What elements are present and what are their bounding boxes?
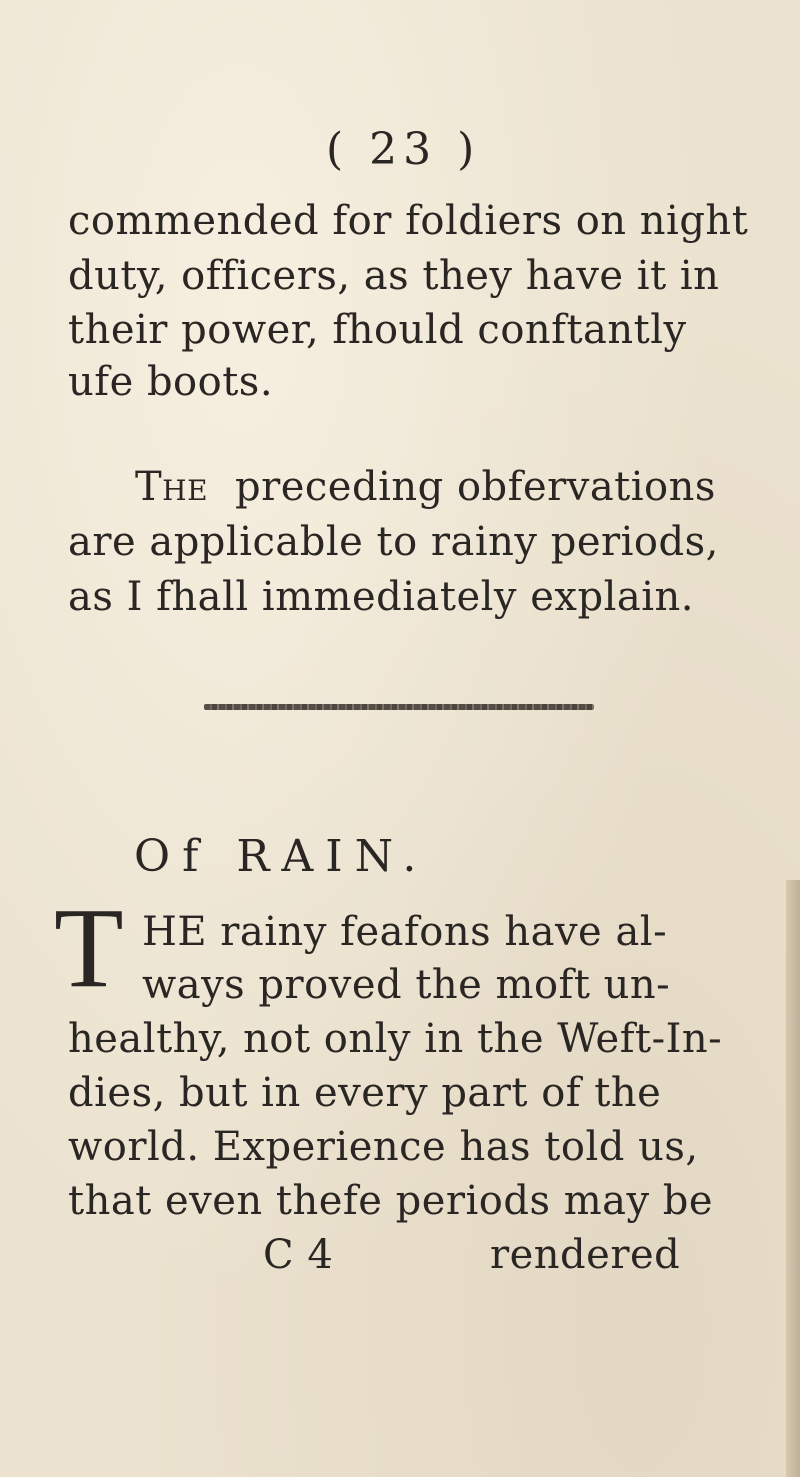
paragraph-2-line-3: as I fhall immediately explain.: [68, 574, 694, 620]
paragraph-2-line-1: [135, 463, 716, 511]
section-line-2: ways proved the moft un-: [142, 962, 671, 1008]
paragraph-1-line-1: commended for foldiers on night: [68, 198, 749, 244]
paragraph-1-line-3: their power, fhould conftantly: [68, 307, 687, 353]
page-edge-shadow: [786, 880, 800, 1477]
drop-cap: T: [54, 884, 124, 1011]
paragraph-2-line-1-rest: preceding obfervations: [235, 464, 716, 510]
paragraph-1-line-2: duty, officers, as they have it in: [68, 253, 720, 299]
section-line-4: dies, but in every part of the: [68, 1070, 662, 1116]
catchword: rendered: [490, 1232, 681, 1278]
section-heading: Of RAIN.: [134, 831, 429, 882]
section-divider-rule: [204, 704, 594, 710]
paragraph-1-line-4: ufe boots.: [68, 359, 274, 405]
page-number: ( 23 ): [326, 124, 481, 175]
paragraph-2-line-2: are applicable to rainy periods,: [68, 519, 719, 565]
section-line-5: world. Experience has told us,: [68, 1124, 699, 1170]
paragraph-2-first-word: The: [135, 464, 209, 510]
section-line-1: HE rainy feafons have al-: [142, 909, 668, 955]
signature-mark: C 4: [263, 1232, 334, 1278]
section-line-3: healthy, not only in the Weft-In-: [68, 1016, 723, 1062]
section-line-6: that even thefe periods may be: [68, 1178, 714, 1224]
